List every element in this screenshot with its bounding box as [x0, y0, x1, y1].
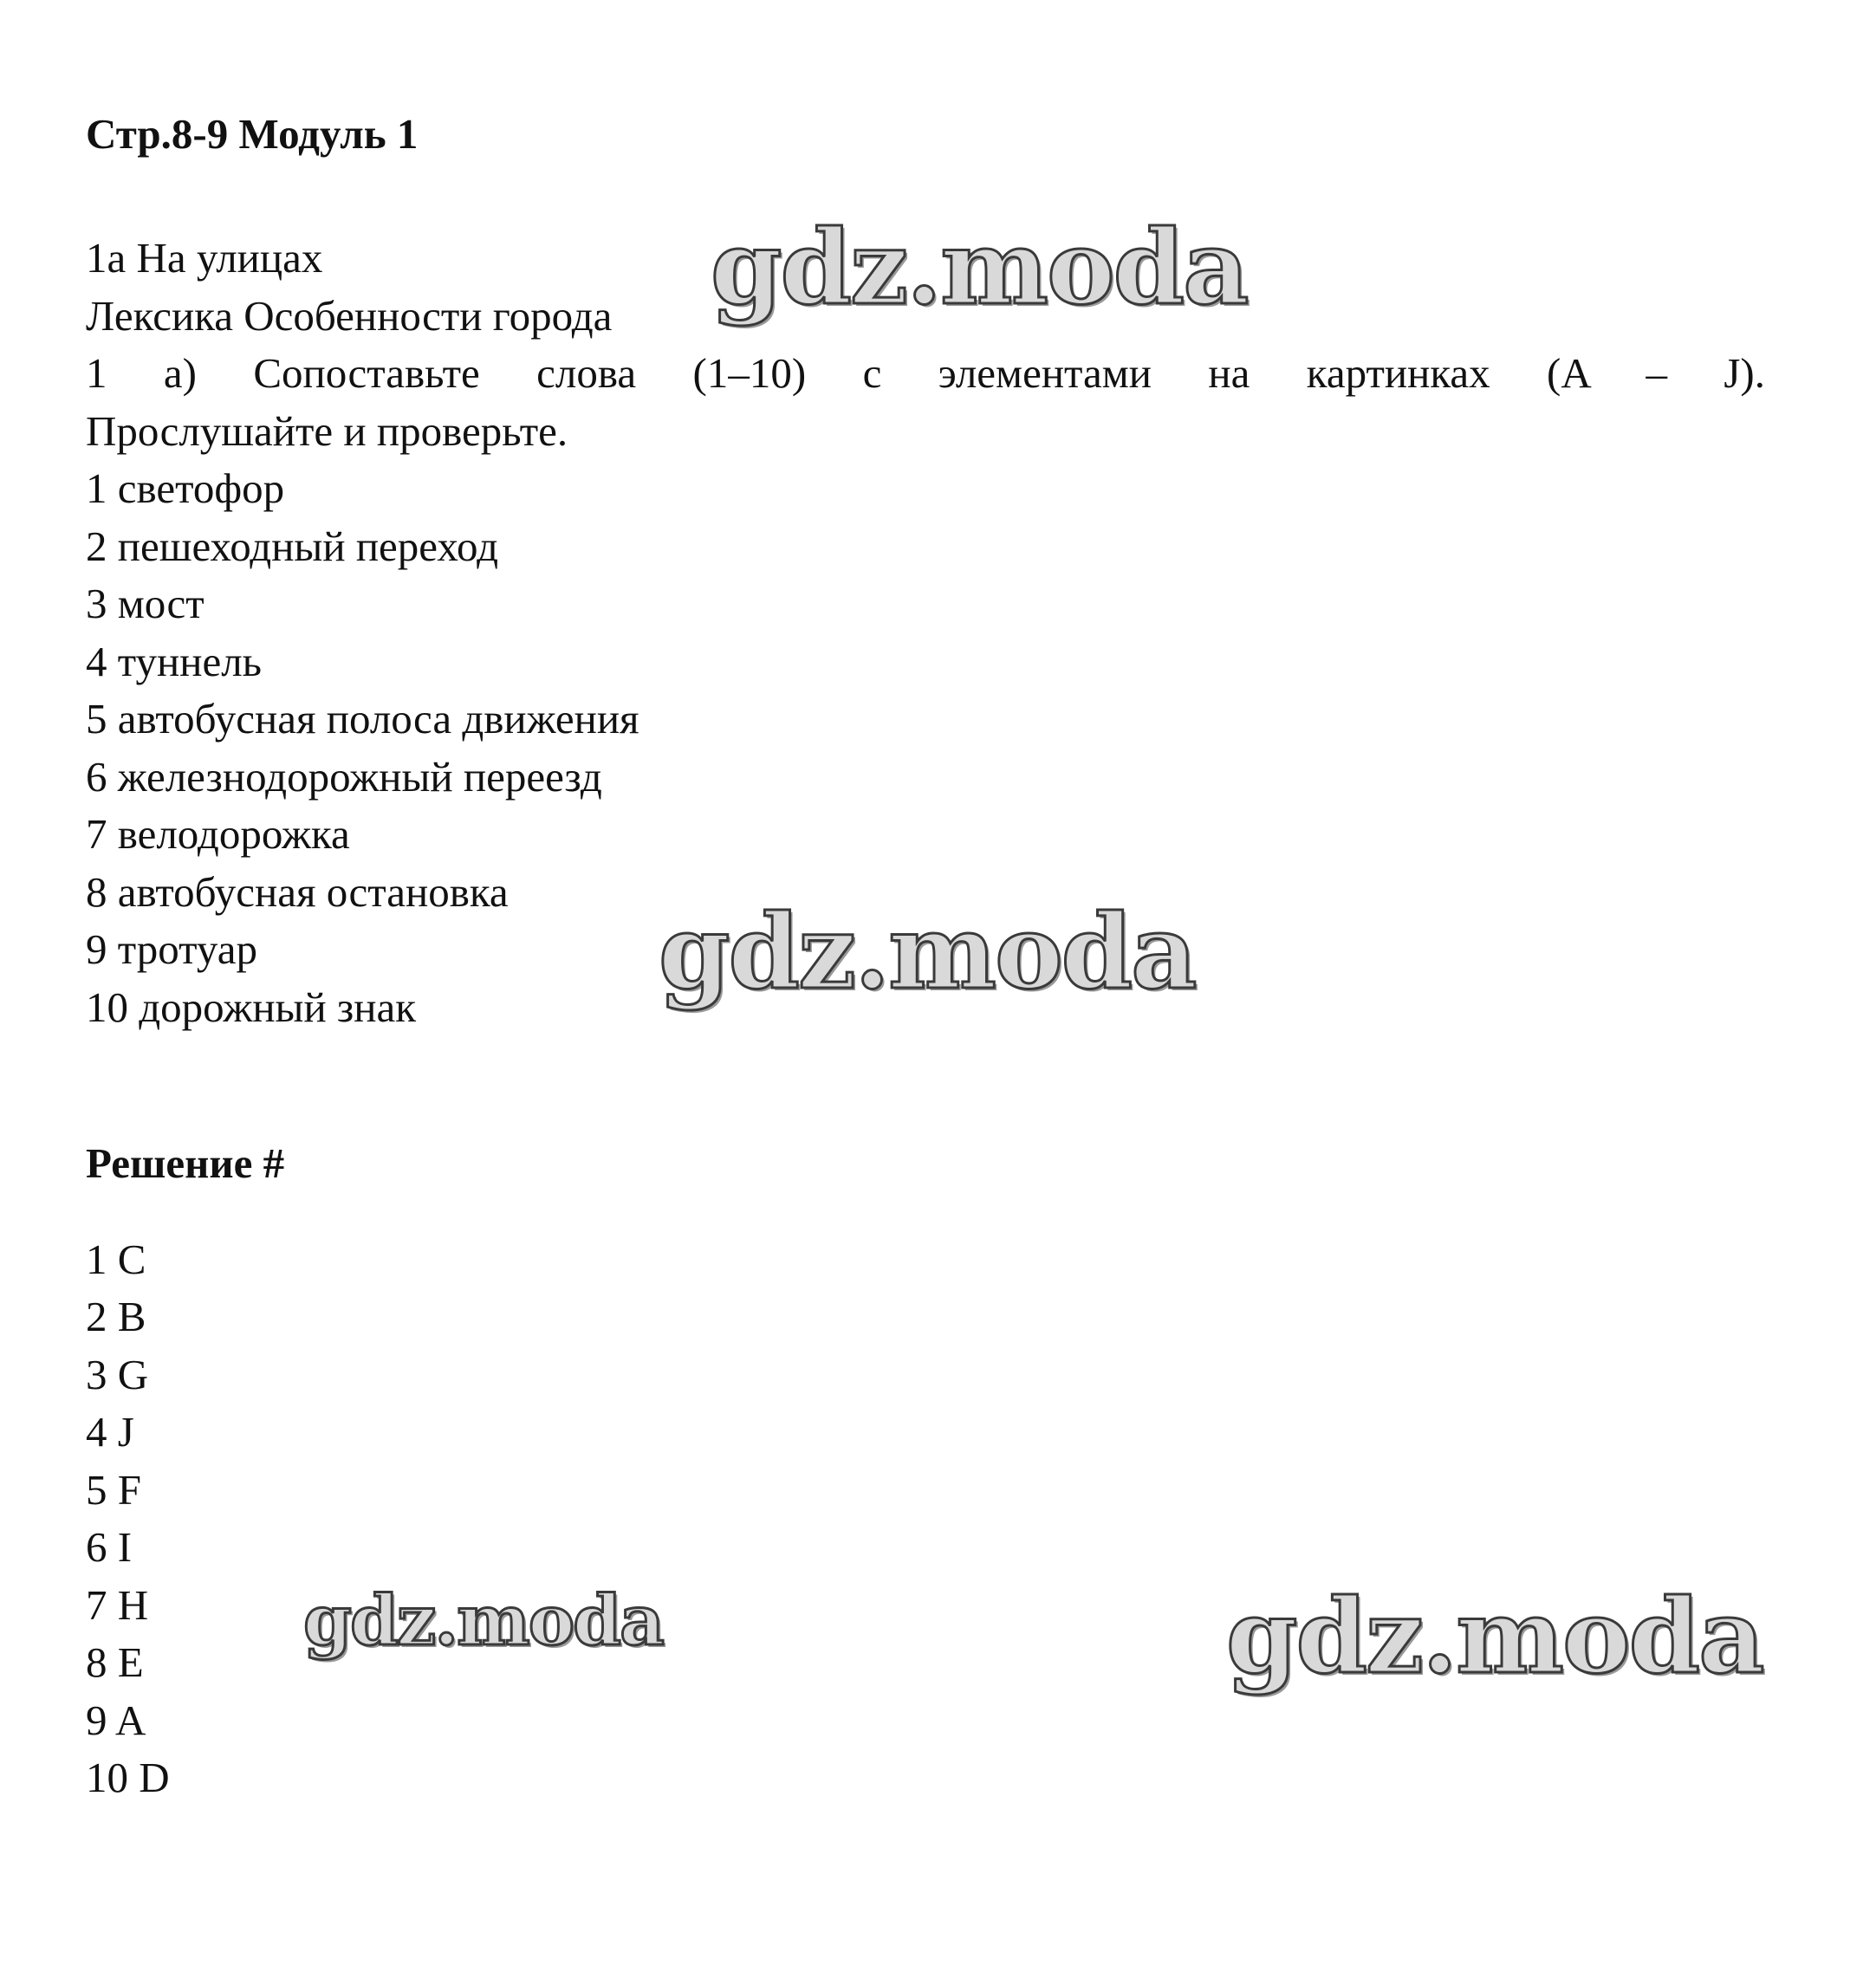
vocab-item: 1 светофор: [86, 464, 285, 512]
vocab-item: 7 велодорожка: [86, 810, 350, 858]
vocab-item: 5 автобусная полоса движения: [86, 695, 639, 743]
answer-item: 7 H: [86, 1580, 149, 1629]
vocab-item: 4 туннель: [86, 637, 263, 685]
answer-item: 1 C: [86, 1235, 146, 1283]
answer-item: 10 D: [86, 1754, 170, 1801]
task-instruction-continued: Прослушайте и проверьте.: [86, 406, 568, 455]
vocab-item: 8 автобусная остановка: [86, 867, 509, 916]
task-instruction: 1 a) Сопоставьте слова (1–10) с элементами на картинках (A – J).: [86, 349, 1765, 397]
answer-item: 6 I: [86, 1523, 133, 1571]
watermark: gdz.moda: [1226, 1576, 1763, 1696]
vocab-item: 2 пешеходный переход: [86, 522, 499, 570]
watermark: gdz.moda: [659, 892, 1196, 1012]
vocab-item: 3 мост: [86, 580, 204, 627]
answer-item: 3 G: [86, 1350, 149, 1398]
topic-title: Лексика Особенности города: [86, 291, 613, 340]
vocab-item: 6 железнодорожный переезд: [86, 752, 602, 801]
answer-item: 8 E: [86, 1638, 144, 1686]
vocab-item: 10 дорожный знак: [86, 983, 417, 1031]
answer-item: 2 B: [86, 1293, 146, 1340]
answer-item: 9 A: [86, 1696, 146, 1744]
answer-item: 4 J: [86, 1408, 134, 1456]
page-heading: Стр.8-9 Модуль 1: [86, 110, 419, 158]
solution-title: Решение #: [86, 1139, 285, 1187]
answer-item: 5 F: [86, 1465, 142, 1514]
solution-section: [86, 1135, 284, 1807]
vocab-item: 9 тротуар: [86, 925, 257, 973]
watermark: gdz.moda: [711, 207, 1248, 328]
watermark: gdz.moda: [303, 1579, 663, 1661]
lesson-title: 1a На улицах: [86, 234, 323, 282]
